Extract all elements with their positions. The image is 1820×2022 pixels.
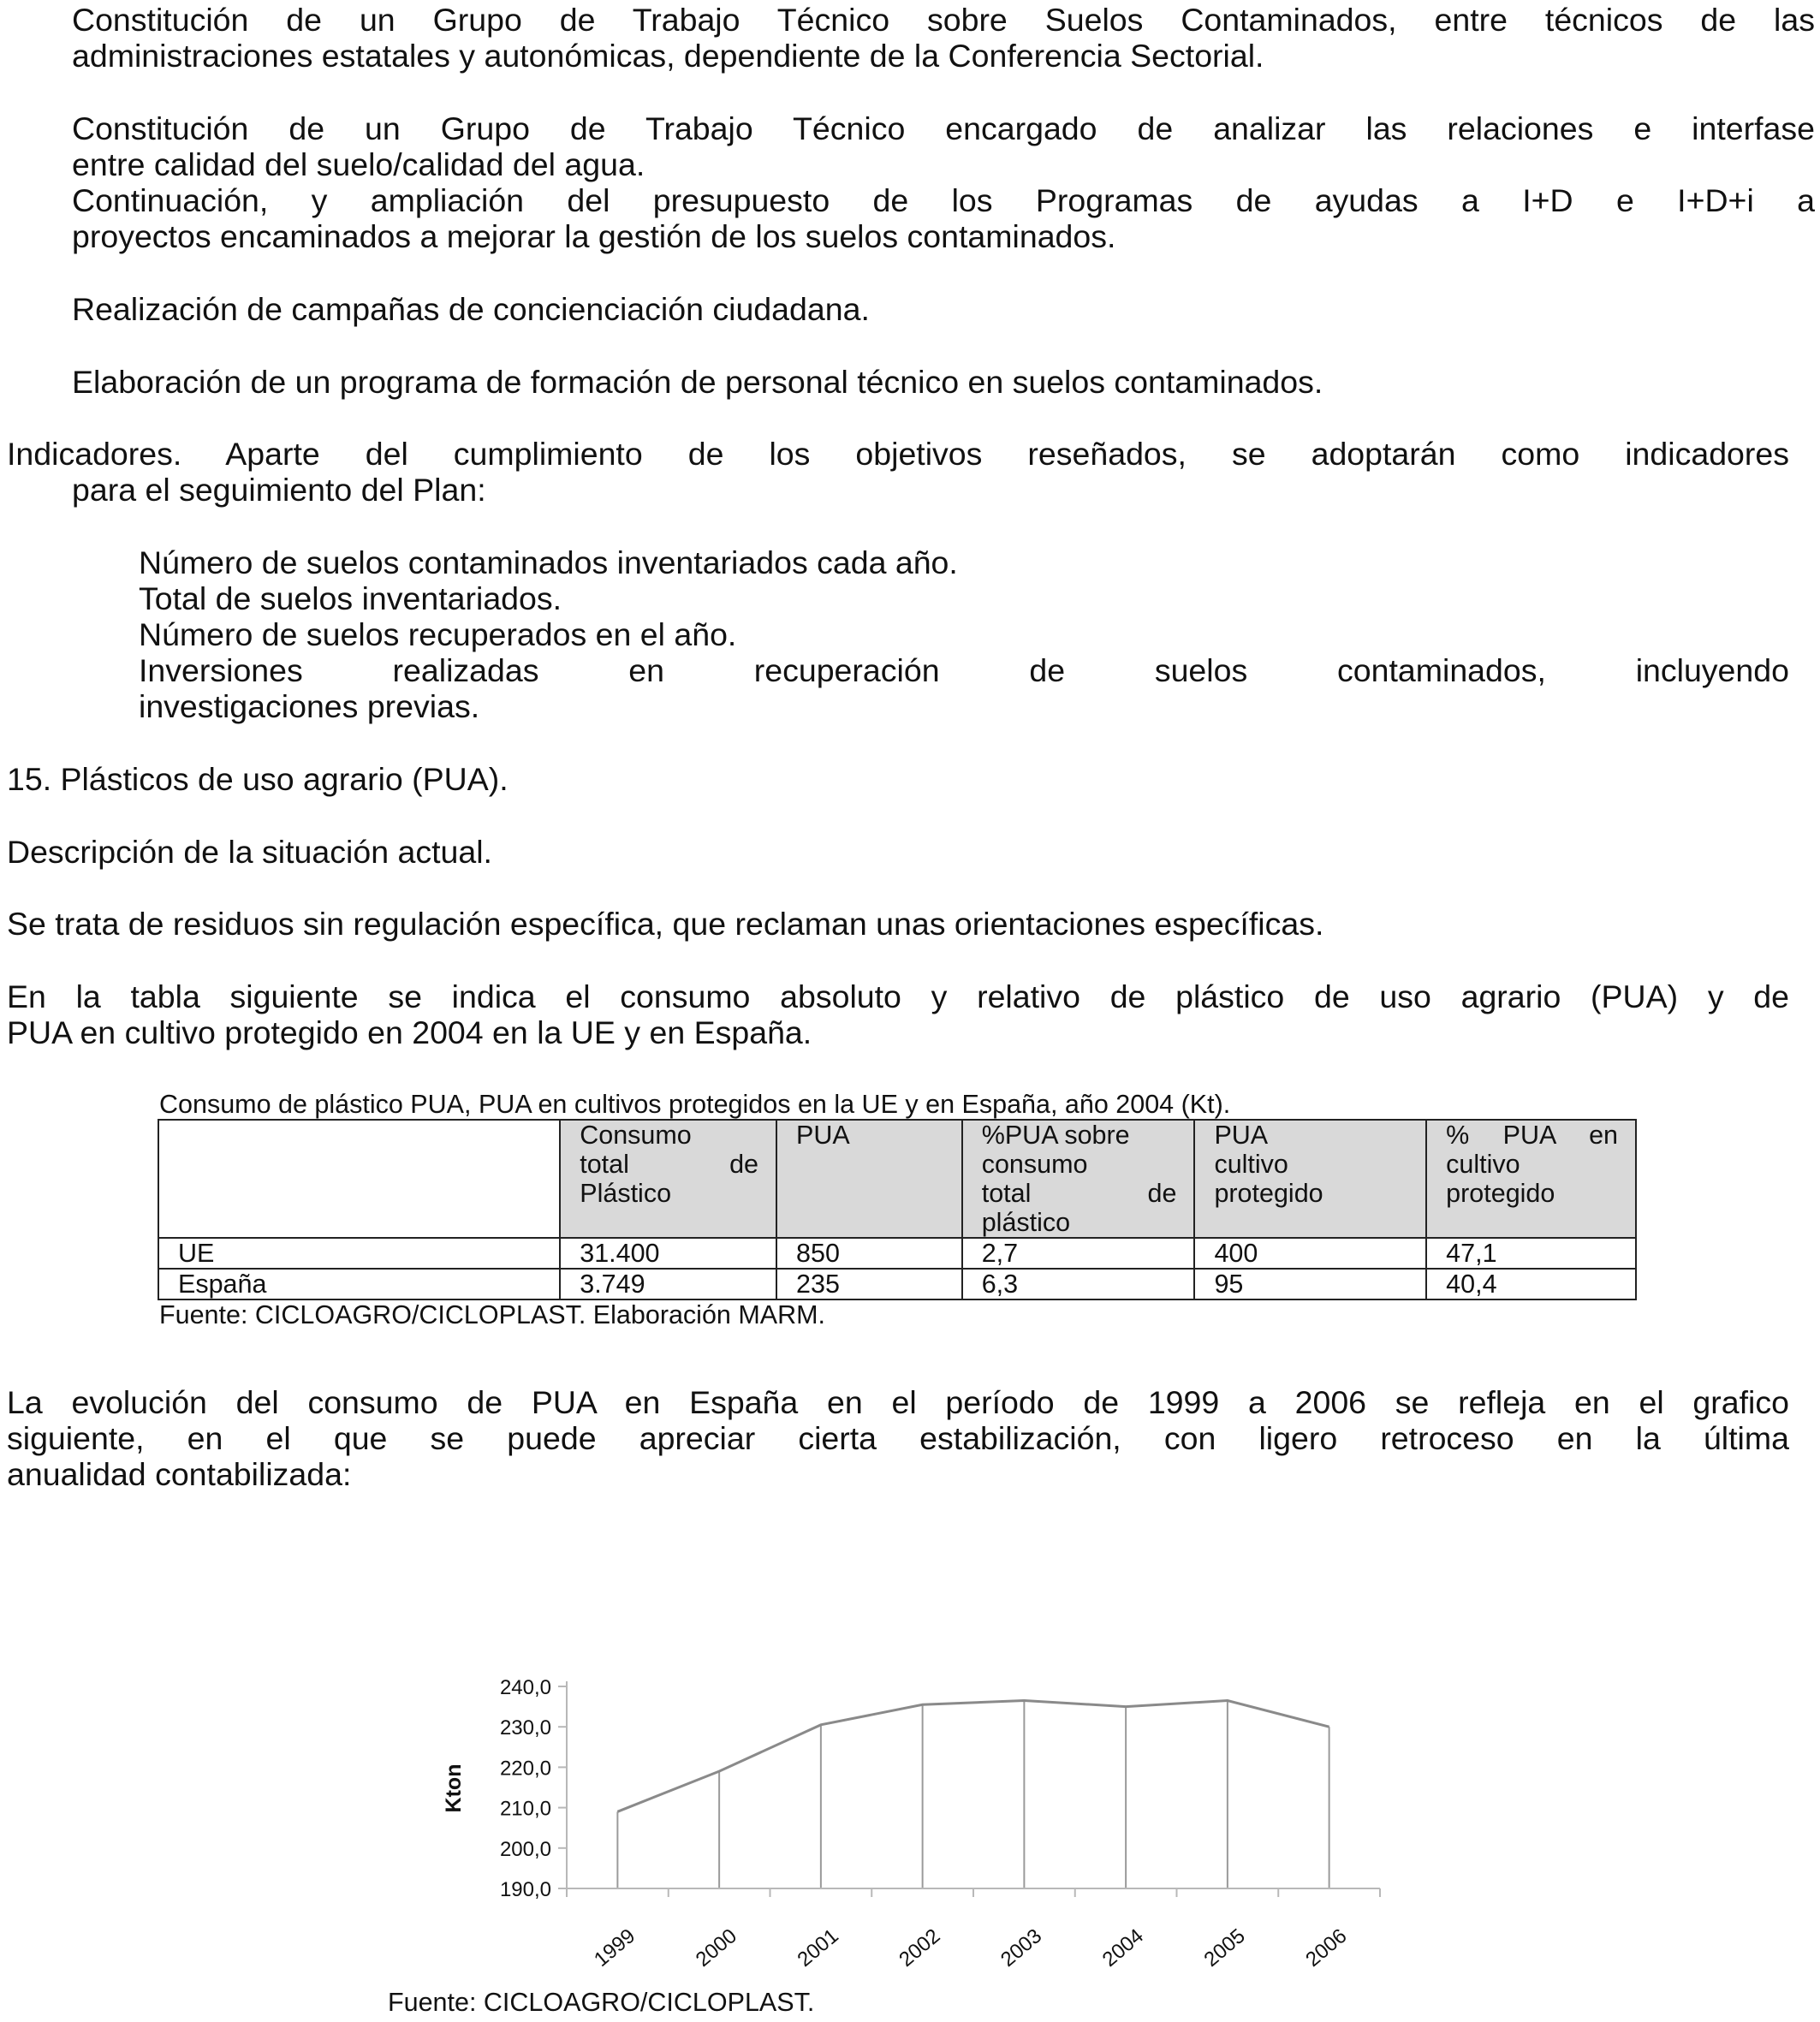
chart-x-tick-label: 2006 [1301,1924,1352,1971]
indicator-item: Número de suelos contaminados inventariados cada año. [139,544,958,580]
table-cell: 6,3 [962,1269,1195,1299]
table-header-cell: PUA [776,1120,962,1238]
chart-x-tick-label: 1999 [589,1924,640,1971]
chart-y-tick-label: 190,0 [499,1878,551,1901]
table-cell: 31.400 [560,1238,776,1269]
paragraph-line: PUA en cultivo protegido en 2004 en la UE y en España. [7,1014,812,1050]
paragraph-line: siguiente, en el que se puede apreciar cierta estabilización, con ligero retroceso en la última [7,1420,1789,1456]
table-cell: 95 [1194,1269,1426,1299]
paragraph-line: En la tabla siguiente se indica el consumo absoluto y relativo de plástico de uso agrario (PUA) y de [7,978,1789,1014]
chart-y-tick-label: 210,0 [499,1797,551,1821]
chart-x-tick-label: 2000 [691,1924,741,1971]
table-header-cell: PUA cultivo protegido [1194,1120,1426,1238]
paragraph-line: Constitución de un Grupo de Trabajo Técnico sobre Suelos Contaminados, entre técnicos de las [72,2,1815,38]
table-cell: UE [158,1238,560,1269]
table-cell: 400 [1194,1238,1426,1269]
paragraph-line: La evolución del consumo de PUA en España en el período de 1999 a 2006 se refleja en el grafico [7,1384,1789,1420]
table-header-cell: %PUA sobre consumo total de plástico [962,1120,1195,1238]
paragraph-line: Realización de campañas de concienciación ciudadana. [72,291,870,327]
chart-x-tick-label: 2002 [895,1924,945,1971]
table-cell: 47,1 [1426,1238,1636,1269]
paragraph-line: Continuación, y ampliación del presupuesto de los Programas de ayudas a I+D e I+D+i a [72,182,1815,218]
paragraph-line: entre calidad del suelo/calidad del agua. [72,146,645,182]
table-cell: España [158,1269,560,1299]
paragraph-line: administraciones estatales y autonómicas, dependiente de la Conferencia Sectorial. [72,38,1264,74]
table-cell: 850 [776,1238,962,1269]
subsection-title: Descripción de la situación actual. [7,834,492,870]
table-cell: 40,4 [1426,1269,1636,1299]
chart-x-tick-label: 2004 [1097,1924,1148,1971]
table-header-cell: % PUA en cultivo protegido [1426,1120,1636,1238]
indicator-item: Número de suelos recuperados en el año. [139,616,737,652]
paragraph-line: proyectos encaminados a mejorar la gestión de los suelos contaminados. [72,218,1116,254]
indicator-item: Inversiones realizadas en recuperación de suelos contaminados, incluyendo [139,652,1789,688]
table-cell: 235 [776,1269,962,1299]
indicator-item: Total de suelos inventariados. [139,580,562,616]
table-header-cell: Consumo total de Plástico [560,1120,776,1238]
chart-y-tick-label: 200,0 [499,1837,551,1861]
chart-y-tick-label: 220,0 [499,1757,551,1781]
indicators-heading: Indicadores. Aparte del cumplimiento de los objetivos reseñados, se adoptarán como indicadores [7,436,1789,472]
chart-x-tick-label: 2003 [996,1924,1047,1971]
paragraph-line: Se trata de residuos sin regulación específica, que reclaman unas orientaciones específicas. [7,906,1324,942]
paragraph-line: Elaboración de un programa de formación de personal técnico en suelos contaminados. [72,364,1323,400]
chart-x-tick-label: 2005 [1199,1924,1250,1971]
paragraph-line: anualidad contabilizada: [7,1456,352,1492]
section-title: 15. Plásticos de uso agrario (PUA). [7,761,509,797]
paragraph-line: Constitución de un Grupo de Trabajo Técnico encargado de analizar las relaciones e interfase [72,110,1815,146]
chart-y-tick-label: 240,0 [499,1676,551,1699]
paragraph-line: para el seguimiento del Plan: [72,472,486,508]
chart-y-axis-label: Kton [442,1763,466,1813]
table-caption: Consumo de plástico PUA, PUA en cultivos protegidos en la UE y en España, año 2004 (Kt). [159,1090,1231,1119]
chart-x-tick-label: 2001 [793,1924,843,1971]
chart-area [617,1701,1329,1888]
chart-y-tick-label: 230,0 [499,1716,551,1740]
table-source: Fuente: CICLOAGRO/CICLOPLAST. Elaboración MARM. [159,1300,826,1329]
chart-source: Fuente: CICLOAGRO/CICLOPLAST. [388,1988,815,2017]
indicator-item: investigaciones previas. [139,688,480,724]
table-cell: 2,7 [962,1238,1195,1269]
table-cell: 3.749 [560,1269,776,1299]
